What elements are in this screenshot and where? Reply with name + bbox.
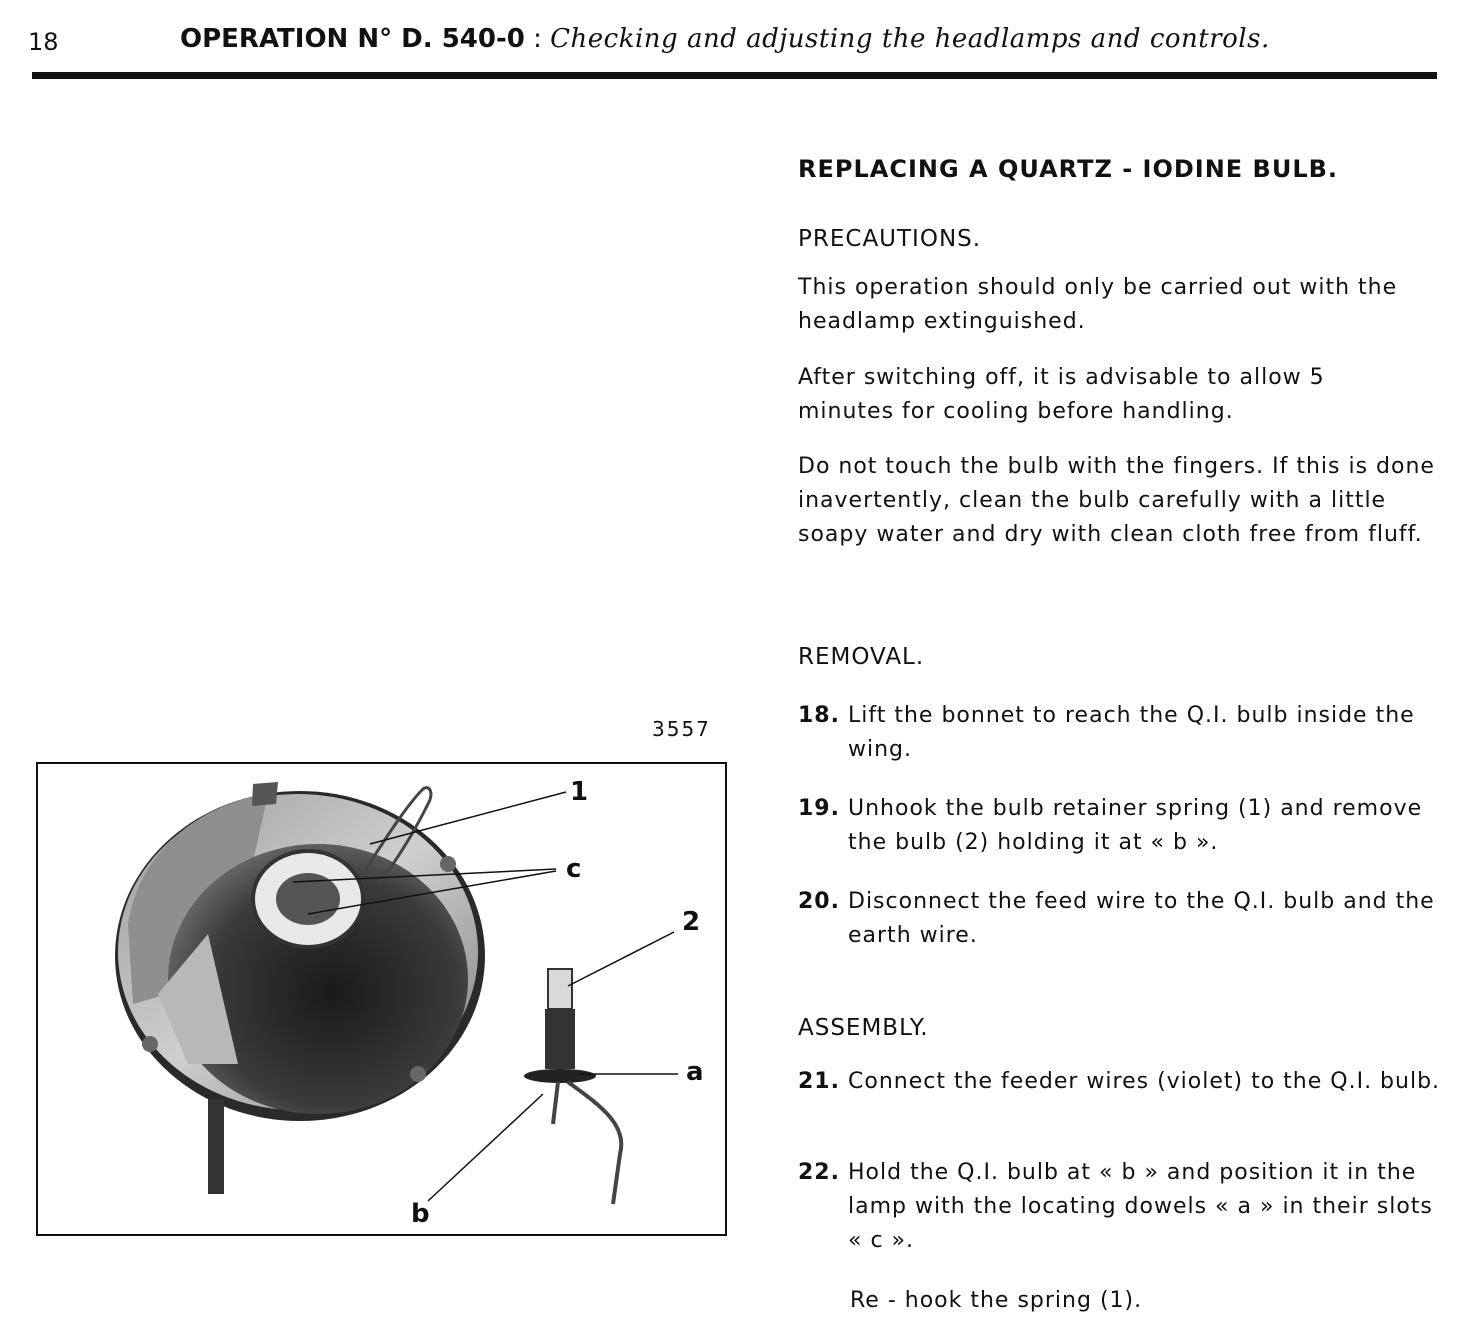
- screw-shape: [410, 1066, 426, 1082]
- header-subtitle: Checking and adjusting the headlamps and controls.: [550, 24, 1270, 54]
- callout-1: 1: [570, 777, 589, 807]
- leader-line: [428, 1094, 543, 1201]
- assembly-heading: ASSEMBLY.: [798, 1015, 929, 1041]
- step-number: 22.: [798, 1160, 840, 1185]
- precaution-paragraph: After switching off, it is advisable to allow 5 minutes for cooling before handling.: [798, 365, 1325, 424]
- bulb-glass-shape: [548, 969, 572, 1009]
- page-header: [180, 24, 1270, 54]
- step-number: 21.: [798, 1069, 840, 1094]
- precaution-paragraph: Do not touch the bulb with the fingers. If this is done inavertently, clean the bulb carefully with a little soapy water and dry with clean cloth free from fluff.: [798, 454, 1435, 547]
- mounting-stud-shape: [208, 1099, 224, 1194]
- bulb-base-shape: [545, 1009, 575, 1069]
- step-item: [798, 699, 1448, 767]
- step-item: [798, 792, 1448, 860]
- section-title: REPLACING A QUARTZ - IODINE BULB.: [798, 155, 1339, 183]
- headlamp-figure: [36, 762, 727, 1236]
- headlamp-illustration: [38, 764, 725, 1234]
- assembly-note: Re - hook the spring (1).: [850, 1288, 1143, 1313]
- bulb-wire-shape: [553, 1082, 621, 1204]
- removal-heading: REMOVAL.: [798, 644, 925, 670]
- step-item: [798, 1065, 1448, 1099]
- screw-shape: [440, 856, 456, 872]
- operation-number: OPERATION N° D. 540-0: [180, 24, 525, 54]
- bulb-flange-shape: [524, 1069, 596, 1083]
- step-number: 18.: [798, 703, 840, 728]
- step-number: 20.: [798, 889, 840, 914]
- header-rule: [32, 72, 1437, 79]
- callout-c: c: [566, 854, 582, 884]
- bracket-shape: [252, 782, 278, 806]
- screw-shape: [142, 1036, 158, 1052]
- step-text: Lift the bonnet to reach the Q.I. bulb inside the wing.: [848, 703, 1415, 762]
- step-text: Unhook the bulb retainer spring (1) and remove the bulb (2) holding it at « b ».: [848, 796, 1423, 855]
- figure-number: 3557: [652, 717, 711, 741]
- step-number: 19.: [798, 796, 840, 821]
- step-text: Connect the feeder wires (violet) to the Q.I. bulb.: [848, 1069, 1441, 1094]
- callout-2: 2: [682, 907, 701, 937]
- precautions-heading: PRECAUTIONS.: [798, 226, 982, 252]
- step-text: Hold the Q.I. bulb at « b » and position it in the lamp with the locating dowels « a » in their slots « c ».: [848, 1160, 1433, 1253]
- page-number: 18: [28, 28, 59, 56]
- callout-a: a: [686, 1057, 704, 1087]
- precaution-paragraph: This operation should only be carried out with the headlamp extinguished.: [798, 275, 1398, 334]
- header-separator: :: [524, 24, 551, 54]
- step-item: [798, 885, 1448, 953]
- step-text: Disconnect the feed wire to the Q.I. bulb and the earth wire.: [848, 889, 1435, 948]
- step-item: [798, 1156, 1448, 1258]
- leader-line: [568, 932, 674, 986]
- callout-b: b: [411, 1199, 430, 1229]
